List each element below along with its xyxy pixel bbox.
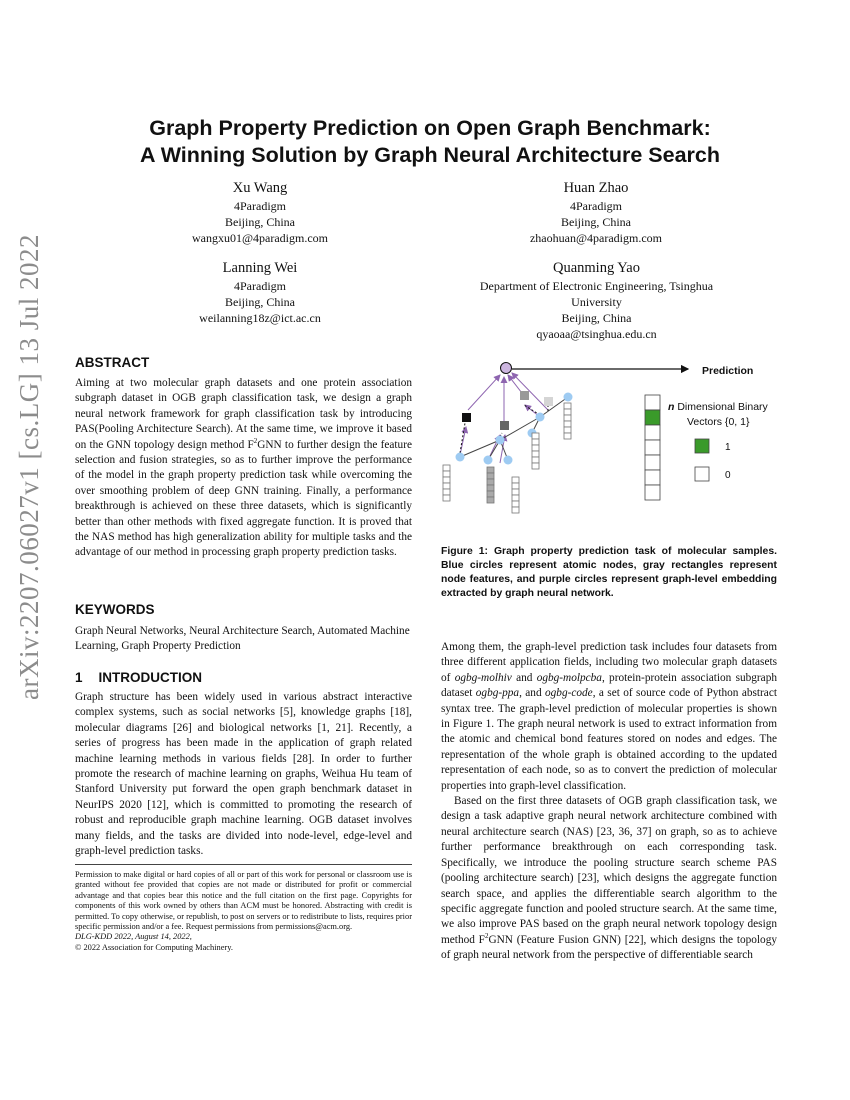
keywords-heading: KEYWORDS xyxy=(75,602,155,617)
footnote xyxy=(75,870,412,953)
author-block-4 xyxy=(453,259,740,342)
author-affiliation: 4Paradigm xyxy=(570,199,622,213)
node-feature-square xyxy=(462,413,471,422)
author-location: Beijing, China xyxy=(561,215,631,229)
abstract-text: Aiming at two molecular graph datasets and one protein association subgraph dataset in OGB graph classification task, we design a graph neural network framework for graph classification task by introducing PAS(Pooling Architecture Search). At the same time, we improve it based on the GNN topology design method $F^2GNN$ to further design the feature selection and fusion strategies, so as to further improve the performance of the model in the graph property prediction task while overcoming the over smoothing problem of deep GNN training. Finally, a performance breakthrough is achieved on these three datasets, which is significantly better than other methods with fixed aggregate function. It is proved that the NAS method has high generalization ability for multiple tasks and the advantage of our method in processing graph property prediction tasks. xyxy=(75,377,412,559)
author-affiliation: 4Paradigm xyxy=(234,279,286,293)
author-email: qyaoaa@tsinghua.edu.cn xyxy=(536,327,657,341)
binary-vector xyxy=(645,395,660,500)
paper-title-line-1: Graph Property Prediction on Open Graph Benchmark: xyxy=(149,116,711,140)
author-name: Huan Zhao xyxy=(563,180,629,196)
abstract-heading: ABSTRACT xyxy=(75,355,150,370)
author-name: Quanming Yao xyxy=(552,260,640,276)
figure-1 xyxy=(440,355,780,540)
permission-notice: Permission to make digital or hard copies of all or part of this work for personal or classroom use is granted without fee provided that copies are not made or distributed for profit or commercial advantage and that copies bear this notice and the full citation on the first page. Copyrights for components of this work owned by others than ACM must be honored. Abstracting with credit is permitted. To copy otherwise, or republish, to post on servers or to redistribute to lists, requires prior specific permission and/or a fee. Request permissions from permissions@acm.org. xyxy=(75,870,412,932)
paper-title xyxy=(60,115,800,169)
author-block-3 xyxy=(150,259,370,326)
intro-heading xyxy=(75,670,202,685)
molecular-graph-diagram xyxy=(440,355,780,540)
legend-swatch-zero xyxy=(695,467,709,481)
author-email: wangxu01@4paradigm.com xyxy=(191,231,329,245)
footnote-rule xyxy=(75,864,412,865)
graph-embedding-circle xyxy=(501,363,512,374)
legend-label-one: 1 xyxy=(725,442,731,453)
node-feature-square xyxy=(520,391,529,400)
section-title: INTRODUCTION xyxy=(98,670,203,685)
legend-label-zero: 0 xyxy=(725,470,731,481)
author-affiliation: 4Paradigm xyxy=(234,199,286,213)
author-email: weilanning18z@ict.ac.cn xyxy=(199,311,321,325)
paper-title-line-2: A Winning Solution by Graph Neural Architecture Search xyxy=(140,143,720,167)
figure-caption: Figure 1: Graph property prediction task of molecular samples. Blue circles represent atomic nodes, gray rectangles represent node features, and purple circles represent graph-level embedding extracted by graph neural network. xyxy=(441,546,777,599)
author-location: Beijing, China xyxy=(225,295,295,309)
keywords-text: Graph Neural Networks, Neural Architecture Search, Automated Machine Learning, Graph Property Prediction xyxy=(75,625,410,653)
right-column-text xyxy=(441,640,777,964)
author-name: Lanning Wei xyxy=(222,260,298,276)
vector-title-line2: Vectors {0, 1} xyxy=(687,416,750,428)
venue-line: DLG-KDD 2022, August 14, 2022, xyxy=(75,932,192,942)
vector-title: n Dimensional Binary xyxy=(668,401,768,413)
paragraph-2: Based on the first three datasets of OGB graph classification task, we design a task adaptive graph neural network architecture combined with neural architecture search (NAS) [23, 36, 37] on graph, so as to achieve further performance breakthrough on each corresponding task. Specifically, we introduce the pooling structure search scheme PAS (pooling architecture search) [23], which designs the aggregate function search space, and applies the differentiable search algorithm to the specific aggregate function and pooled structure search. At the same time, we also improve PAS based on the graph neural network topology design method $F^2GNN$ (Feature Fusion GNN) [22], which designs the topology of graph neural network from the perspective of differentiable search xyxy=(441,795,777,962)
author-name: Xu Wang xyxy=(232,180,288,196)
paragraph-1: Among them, the graph-level prediction task includes four datasets from three different application fields, including two molecular graph datasets of ogbg-molhiv and ogbg-molpcba, protein-protein association subgraph dataset ogbg-ppa, and ogbg-code, a set of source code of Python abstract syntax tree. The graph-level prediction of molecular properties is shown in Figure 1. The graph neural network is used to extract information from the atomic and chemical bond features stored on nodes and edges. The representation of the whole graph is obtained according to the updated representation of each node, so as to convert the prediction of molecular properties into graph-level classification. xyxy=(441,641,777,792)
arxiv-identifier: arXiv:2207.06027v1 [cs.LG] 13 Jul 2022 xyxy=(14,234,44,700)
copyright-line: © 2022 Association for Computing Machinery. xyxy=(75,942,233,952)
author-email: zhaohuan@4paradigm.com xyxy=(529,231,662,245)
atom-nodes xyxy=(456,393,573,465)
section-number: 1 xyxy=(75,670,83,685)
node-feature-square xyxy=(544,397,553,406)
author-affiliation: Department of Electronic Engineering, Tsinghua University xyxy=(479,279,714,309)
author-location: Beijing, China xyxy=(225,215,295,229)
prediction-label: Prediction xyxy=(702,365,754,377)
author-location: Beijing, China xyxy=(561,311,632,325)
intro-text: Graph structure has been widely used in various abstract interactive complex systems, such as social networks [5], knowledge graphs [18], molecular diagrams [26] and biological networks [1, 21]. Recently, a series of progress has been made in the application of graph related machine learning methods in various fields [28]. In order to further promote the research of machine learning on graphs, Weihua Hu team of Stanford University put forward the open graph benchmark dataset in NeurIPS 2020 [12], which is committed to promoting the research of robust and reproducible graph machine learning. OGB dataset involves many fields, and the tasks are divided into node-level, edge-level and graph-level prediction tasks. xyxy=(75,691,412,858)
author-block-1 xyxy=(150,179,370,246)
author-block-2 xyxy=(486,179,706,246)
node-feature-square xyxy=(500,421,509,430)
legend-swatch-one xyxy=(695,439,709,453)
